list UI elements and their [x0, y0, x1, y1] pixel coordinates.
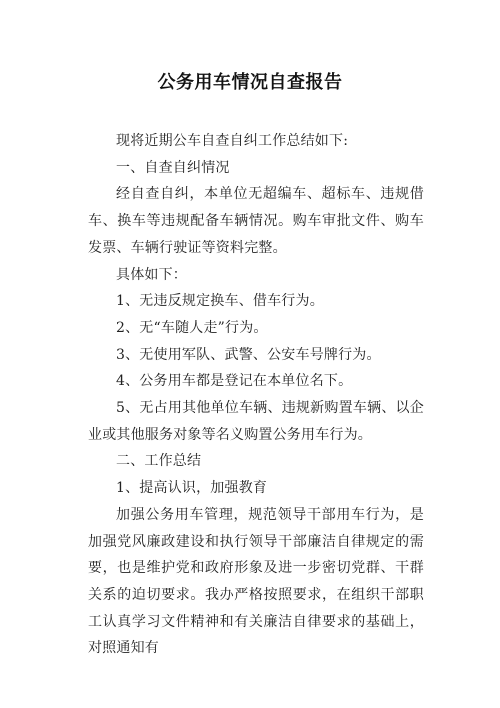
- paragraph-details-label: 具体如下：: [116, 266, 187, 283]
- paragraph-management: 加强公务用车管理，规范领导干部用车行为，是加强党风廉政建设和执行领导干部廉洁自律规定的需要，也是维护党和政府形象及进一步密切党群、干群关系的迫切要求。我办严格按照要求，在组织干部职工认真学习文件精神和有关廉洁自律要求的基础上，对照通知有: [88, 506, 424, 657]
- document-title: 公务用车情况自查报告: [157, 72, 343, 93]
- list-item-4: 4、公务用车都是登记在本单位名下。: [116, 373, 353, 390]
- document-body: [88, 128, 424, 662]
- list-item-5: 5、无占用其他单位车辆、违规新购置车辆、以企业或其他服务对象等名义购置公务用车行为。: [88, 400, 424, 443]
- paragraph-self-check-result: 经自查自纠，本单位无超编车、超标车、违规借车、换车等违规配备车辆情况。购车审批文件、购车发票、车辆行驶证等资料完整。: [88, 186, 424, 256]
- list-item-2: 2、无“车随人走”行为。: [116, 319, 268, 336]
- section-heading-self-check: 一、自查自纠情况: [116, 159, 230, 176]
- paragraph-intro: 现将近期公车自查自纠工作总结如下:: [116, 133, 349, 149]
- subheading-awareness: 1、提高认识，加强教育: [116, 480, 268, 497]
- section-heading-summary: 二、工作总结: [116, 453, 202, 470]
- list-item-3: 3、无使用军队、武警、公安车号牌行为。: [116, 346, 381, 363]
- list-item-1: 1、无违反规定换车、借车行为。: [116, 293, 324, 310]
